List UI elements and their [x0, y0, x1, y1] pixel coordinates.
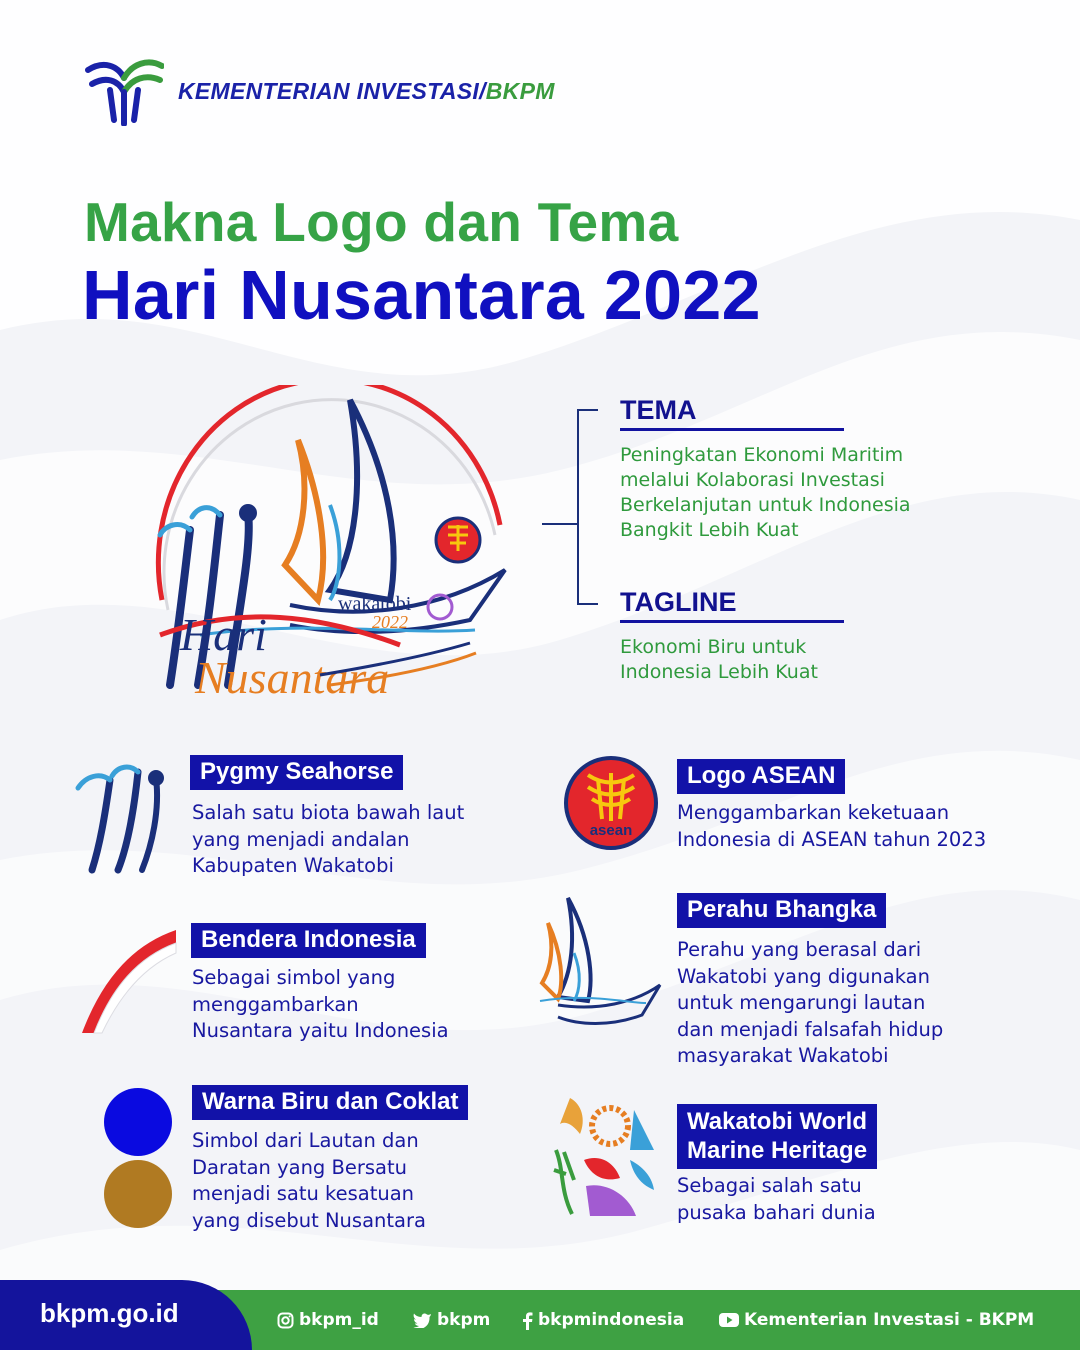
- logo-word-nusantara: Nusantara: [195, 652, 390, 703]
- heritage-title: Wakatobi World Marine Heritage: [677, 1104, 877, 1169]
- pygmy-seahorse-title: Pygmy Seahorse: [190, 755, 403, 790]
- tema-underline: [620, 428, 844, 431]
- youtube-link[interactable]: Kementerian Investasi - BKPM: [719, 1310, 1034, 1330]
- perahu-bhangka-title: Perahu Bhangka: [677, 893, 886, 928]
- brown-color-swatch: [104, 1160, 172, 1228]
- asean-text: asean: [589, 822, 633, 839]
- tema-text: Peningkatan Ekonomi Maritim melalui Kolaborasi Investasi Berkelanjutan untuk Indonesia Bangkit Lebih Kuat: [620, 444, 911, 541]
- logo-asean-title: Logo ASEAN: [677, 759, 845, 794]
- logo-word-hari: Hari: [180, 609, 267, 660]
- organization-name: KEMENTERIAN INVESTASI/BKPM: [178, 77, 555, 104]
- logo-wakatobi: wakatobi: [338, 593, 412, 615]
- tagline-text: Ekonomi Biru untuk Indonesia Lebih Kuat: [620, 636, 818, 683]
- tagline-label: TAGLINE: [620, 587, 737, 617]
- warna-title: Warna Biru dan Coklat: [192, 1085, 468, 1120]
- bendera-indonesia-desc: Sebagai simbol yang menggambarkan Nusantara yaitu Indonesia: [192, 966, 449, 1042]
- facebook-link[interactable]: bkpmindonesia: [522, 1310, 684, 1330]
- logo-asean-desc: Menggambarkan keketuaan Indonesia di ASEAN tahun 2023: [677, 801, 987, 851]
- twitter-icon: [413, 1312, 432, 1328]
- bendera-indonesia-title: Bendera Indonesia: [191, 923, 426, 958]
- title-line2: Hari Nusantara 2022: [82, 256, 761, 334]
- instagram-icon: [277, 1312, 294, 1329]
- youtube-icon: [719, 1313, 739, 1327]
- bhangka-boat-icon: [538, 893, 664, 1033]
- heritage-desc: Sebagai salah satu pusaka bahari dunia: [677, 1174, 876, 1224]
- facebook-icon: [522, 1311, 533, 1330]
- title-line1: Makna Logo dan Tema: [84, 191, 679, 253]
- tema-label: TEMA: [620, 395, 697, 425]
- bracket-connector: [540, 408, 600, 608]
- blue-color-swatch: [104, 1088, 172, 1156]
- marine-heritage-icon: [550, 1090, 662, 1220]
- instagram-link[interactable]: bkpm_id: [277, 1310, 379, 1330]
- pygmy-seahorse-desc: Salah satu biota bawah laut yang menjadi andalan Kabupaten Wakatobi: [192, 801, 465, 877]
- perahu-bhangka-desc: Perahu yang berasal dari Wakatobi yang digunakan untuk mengarungi lautan dan menjadi falsafah hidup masyarakat Wakatobi: [677, 938, 944, 1067]
- twitter-link[interactable]: bkpm: [413, 1310, 490, 1330]
- hari-nusantara-logo: [140, 385, 520, 715]
- bkpm-logo-icon: [84, 56, 164, 126]
- seahorse-icon: [70, 760, 170, 875]
- website-link[interactable]: bkpm.go.id: [40, 1298, 179, 1328]
- indonesian-flag-icon: [72, 925, 182, 1040]
- asean-logo-icon: [558, 755, 664, 851]
- logo-year: 2022: [372, 612, 408, 632]
- header: [84, 56, 555, 126]
- tagline-underline: [620, 620, 844, 623]
- warna-desc: Simbol dari Lautan dan Daratan yang Bersatu menjadi satu kesatuan yang disebut Nusantara: [192, 1129, 426, 1232]
